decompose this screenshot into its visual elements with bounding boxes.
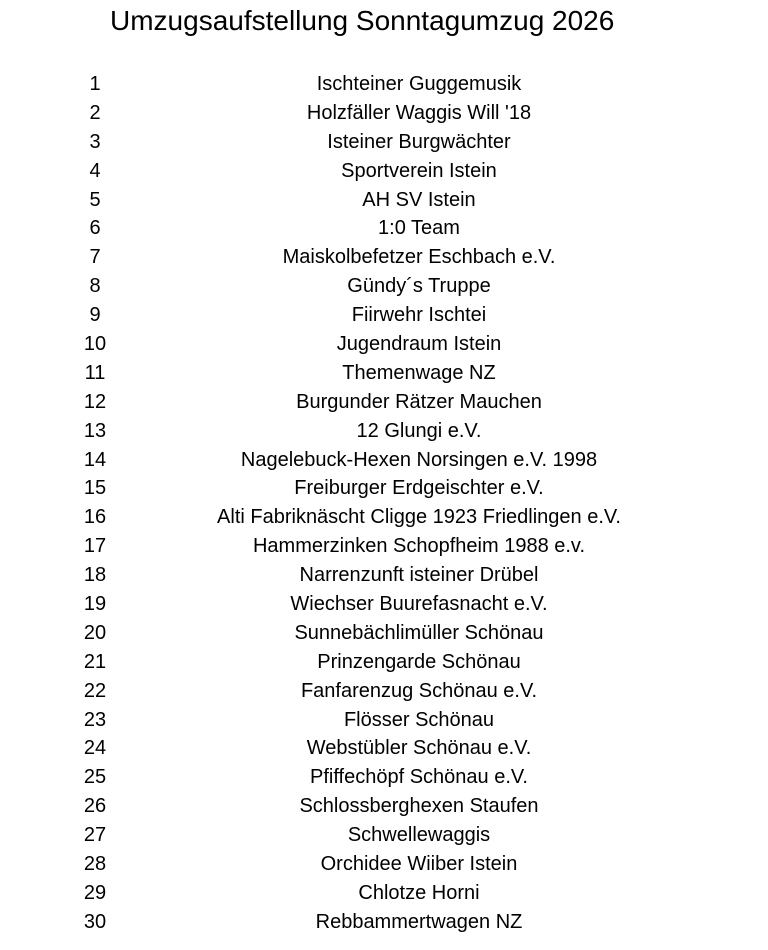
lineup-number: 25 (83, 766, 107, 789)
group-name: Themenwage NZ (342, 361, 496, 384)
lineup-number: 7 (89, 246, 101, 269)
lineup-number: 11 (84, 361, 106, 384)
lineup-number: 22 (83, 679, 107, 702)
lineup-number: 5 (89, 188, 101, 211)
list-item (0, 763, 768, 792)
group-name: Sunnebächlimüller Schönau (294, 621, 544, 644)
lineup-number: 29 (83, 881, 107, 904)
group-name: Prinzengarde Schönau (317, 650, 521, 673)
lineup-number: 12 (83, 390, 107, 413)
list-item (0, 561, 768, 590)
lineup-number: 18 (83, 564, 107, 587)
page-title: Umzugsaufstellung Sonntagumzug 2026 (110, 5, 615, 36)
group-name: Rebbammertwagen NZ (315, 910, 523, 933)
list-item (0, 677, 768, 706)
group-name: Holzfäller Waggis Will '18 (306, 101, 532, 124)
list-item (0, 648, 768, 677)
lineup-number: 14 (83, 448, 107, 471)
group-name: Burgunder Rätzer Mauchen (296, 390, 542, 413)
list-item (0, 734, 768, 763)
lineup-number: 20 (83, 621, 107, 644)
list-item (0, 330, 768, 359)
group-name: Alti Fabriknäscht Cligge 1923 Friedlingen e.V. (217, 506, 621, 529)
lineup-number: 10 (83, 333, 107, 356)
group-name: Wiechser Buurefasnacht e.V. (290, 593, 548, 616)
group-name: Orchidee Wiiber Istein (320, 853, 518, 876)
group-name: Nagelebuck-Hexen Norsingen e.V. 1998 (240, 448, 598, 471)
list-item (0, 417, 768, 446)
group-name: Pfiffechöpf Schönau e.V. (310, 766, 528, 789)
lineup-number: 21 (83, 650, 107, 673)
group-name: 12 Glungi e.V. (356, 419, 482, 442)
list-item (0, 619, 768, 648)
list-item (0, 503, 768, 532)
parade-lineup-list (0, 70, 768, 937)
group-name: Ischteiner Guggemusik (316, 73, 522, 95)
group-name: 1:0 Team (378, 217, 460, 240)
list-item (0, 706, 768, 735)
list-item (0, 850, 768, 879)
group-name: Jugendraum Istein (336, 333, 502, 356)
group-name: Maiskolbefetzer Eschbach e.V. (282, 246, 556, 269)
lineup-number: 15 (83, 477, 107, 500)
lineup-number: 9 (89, 304, 101, 327)
group-name: Sportverein Istein (341, 159, 497, 182)
group-name: Hammerzinken Schopfheim 1988 e.v. (252, 535, 585, 558)
lineup-number: 6 (89, 217, 101, 240)
list-item (0, 243, 768, 272)
group-name: Narrenzunft isteiner Drübel (299, 564, 539, 587)
lineup-number: 24 (83, 737, 107, 760)
group-name: Webstübler Schönau e.V. (306, 737, 532, 760)
lineup-number: 26 (83, 795, 107, 818)
list-item (0, 214, 768, 243)
list-item (0, 879, 768, 908)
list-item (0, 590, 768, 619)
group-name: Schlossberghexen Staufen (299, 795, 539, 818)
lineup-number: 16 (83, 506, 107, 529)
list-item (0, 821, 768, 850)
group-name: Fanfarenzug Schönau e.V. (300, 679, 538, 702)
group-name: Flösser Schönau (343, 708, 495, 731)
list-item (0, 359, 768, 388)
group-name: Chlotze Horni (358, 881, 480, 904)
lineup-number: 13 (83, 419, 107, 442)
lineup-number: 4 (89, 159, 101, 182)
list-item (0, 70, 768, 99)
lineup-number: 27 (83, 824, 107, 847)
lineup-number: 17 (83, 535, 107, 558)
list-item (0, 128, 768, 157)
lineup-number: 30 (83, 910, 107, 933)
group-name: Gündy´s Truppe (347, 275, 491, 298)
group-name: Freiburger Erdgeischter e.V. (294, 477, 544, 500)
lineup-number: 2 (89, 101, 101, 124)
list-item (0, 301, 768, 330)
list-item (0, 99, 768, 128)
lineup-number: 19 (83, 593, 107, 616)
list-item (0, 908, 768, 937)
lineup-number: 8 (89, 275, 101, 298)
list-item (0, 388, 768, 417)
group-name: Isteiner Burgwächter (327, 130, 511, 153)
lineup-number: 23 (83, 708, 107, 731)
list-item (0, 792, 768, 821)
list-item (0, 474, 768, 503)
list-item (0, 532, 768, 561)
group-name: AH SV Istein (362, 188, 476, 211)
group-name: Schwellewaggis (347, 824, 491, 847)
list-item (0, 446, 768, 475)
list-item (0, 186, 768, 215)
lineup-number: 3 (89, 130, 101, 153)
list-item (0, 157, 768, 186)
group-name: Fiirwehr Ischtei (351, 304, 487, 327)
lineup-number: 1 (89, 73, 101, 95)
list-item (0, 272, 768, 301)
lineup-number: 28 (83, 853, 107, 876)
